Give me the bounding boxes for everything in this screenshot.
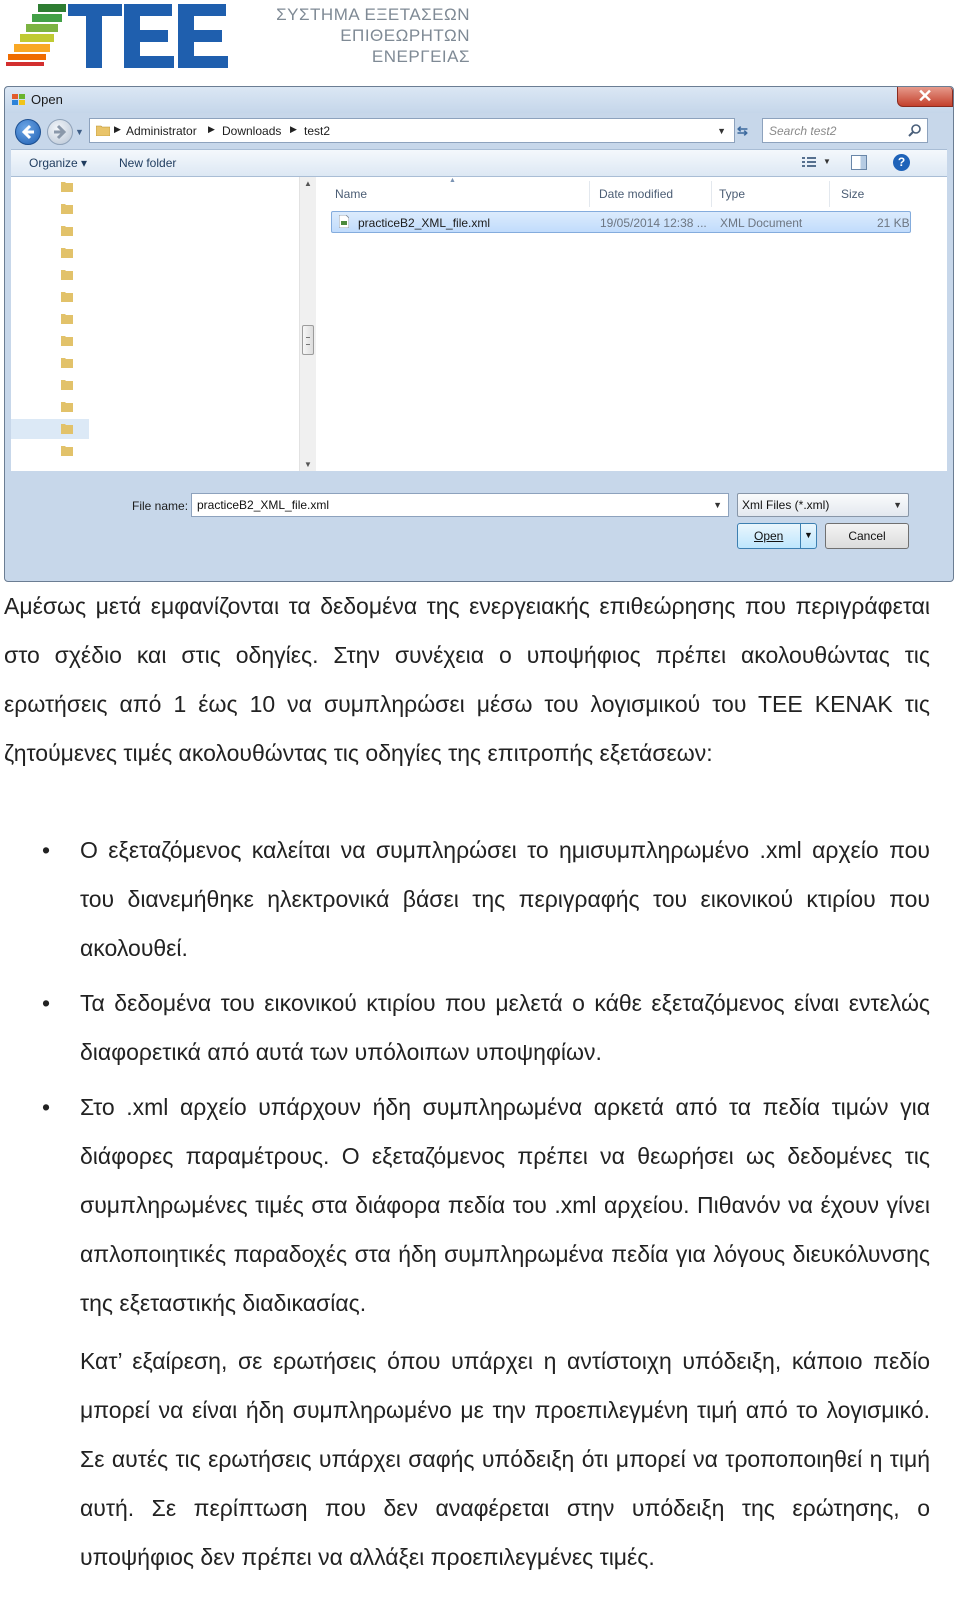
scroll-up-icon[interactable]: ▲ xyxy=(304,179,312,188)
intro-paragraph: Αμέσως μετά εμφανίζονται τα δεδομένα της ενεργειακής επιθεώρησης που περιγράφεται στο σχέδιο και στις οδηγίες. Στην συνέχεια ο υποψήφιος πρέπει ακολουθώντας τις ερωτήσεις από 1 έως 10 να συμπληρώσει μέσω του λογισμικού του ΤΕΕ ΚΕΝΑΚ τις ζητούμενες τιμές ακολουθώντας τις οδηγίες της επιτροπής εξετάσεων: xyxy=(4,593,930,766)
file-name-input[interactable] xyxy=(191,493,729,517)
back-arrow-icon[interactable] xyxy=(15,119,41,145)
view-dropdown-icon[interactable]: ▼ xyxy=(823,157,831,166)
window-icon xyxy=(12,94,25,105)
file-row[interactable] xyxy=(331,211,911,233)
sort-arrow-icon: ▲ xyxy=(449,177,456,184)
view-options-icon[interactable] xyxy=(801,155,817,170)
system-title-line: ΣΥΣΤΗΜΑ ΕΞΕΤΑΣΕΩΝ xyxy=(276,5,470,24)
folder-icon[interactable] xyxy=(61,313,73,324)
breadcrumb-separator-icon: ▶ xyxy=(290,124,297,134)
dialog-titlebar xyxy=(5,87,953,113)
help-icon[interactable]: ? xyxy=(893,154,910,171)
system-title xyxy=(270,4,470,67)
nav-selected-row[interactable] xyxy=(11,419,89,439)
list-item-text: Τα δεδομένα του εικονικού κτιρίου που μελετά ο κάθε εξεταζόμενος είναι εντελώς διαφορετικά από αυτά των υπόλοιπων υποψηφίων. xyxy=(80,990,930,1065)
preview-pane-icon[interactable] xyxy=(851,155,867,170)
file-type-value: Xml Files (*.xml) xyxy=(742,498,830,512)
file-date-cell: 19/05/2014 12:38 ... xyxy=(600,216,707,230)
folder-icon[interactable] xyxy=(61,401,73,412)
folder-icon[interactable] xyxy=(61,291,73,302)
dialog-content xyxy=(11,177,947,471)
folder-icon[interactable] xyxy=(61,335,73,346)
scroll-thumb[interactable] xyxy=(302,325,314,355)
xml-file-icon xyxy=(339,215,349,228)
breadcrumb-downloads[interactable]: Downloads xyxy=(222,124,282,138)
command-toolbar xyxy=(11,149,947,177)
bullet-icon: • xyxy=(42,990,51,1016)
folder-icon[interactable] xyxy=(61,423,73,434)
instructions-list xyxy=(0,826,930,1334)
forward-arrow-icon[interactable] xyxy=(47,119,73,145)
list-item xyxy=(0,1083,930,1328)
folder-icon[interactable] xyxy=(61,445,73,456)
search-input[interactable] xyxy=(762,118,928,143)
system-title-line: ΕΠΙΘΕΩΡΗΤΩΝ xyxy=(340,26,470,45)
list-item xyxy=(0,826,930,973)
search-placeholder: Search test2 xyxy=(769,124,837,138)
nav-scrollbar[interactable] xyxy=(299,177,316,471)
folder-icon[interactable] xyxy=(61,269,73,280)
address-dropdown-icon[interactable]: ▼ xyxy=(717,126,726,136)
recent-pages-chevron-icon[interactable]: ▼ xyxy=(75,127,84,137)
file-list xyxy=(321,177,947,471)
organize-menu[interactable]: Organize ▾ xyxy=(29,156,88,170)
open-label: Open xyxy=(754,529,784,543)
folder-icon[interactable] xyxy=(61,203,73,214)
folder-icon[interactable] xyxy=(61,225,73,236)
file-name-dropdown-icon[interactable]: ▼ xyxy=(713,500,722,510)
column-size[interactable]: Size xyxy=(841,187,865,201)
breadcrumb-separator-icon: ▶ xyxy=(114,124,121,134)
cancel-button[interactable]: Cancel xyxy=(825,523,909,549)
folder-icon[interactable] xyxy=(61,379,73,390)
open-file-dialog xyxy=(4,86,954,582)
column-date-modified[interactable]: Date modified xyxy=(599,187,674,201)
file-name-value: practiceB2_XML_file.xml xyxy=(197,498,330,512)
navigation-pane[interactable] xyxy=(11,177,301,471)
folder-icon xyxy=(96,125,110,136)
close-button[interactable]: ✕ xyxy=(897,87,953,107)
exception-note: Κατ’ εξαίρεση, σε ερωτήσεις όπου υπάρχει η αντίστοιχη υπόδειξη, κάποιο πεδίο μπορεί να είναι ήδη συμπληρωμένο με την προεπιλεγμένη τιμή από το λογισμικό. Σε αυτές τις ερωτήσεις υπάρχει σαφής υπόδειξη ότι μπορεί να τροποποιηθεί η τιμή αυτή. Σε περίπτωση που δεν αναφέρεται στην υπόδειξη της ερώτησης, ο υποψήφιος δεν πρέπει να αλλάξει προεπιλεγμένες τιμές. xyxy=(80,1348,930,1570)
open-button[interactable] xyxy=(737,523,817,549)
list-item-text: Ο εξεταζόμενος καλείται να συμπληρώσει το ημισυμπληρωμένο .xml αρχείο που του διανεμήθηκε ηλεκτρονικά βάσει της περιγραφής του εικονικού κτιρίου που ακολουθεί. xyxy=(80,837,930,961)
folder-icon[interactable] xyxy=(61,181,73,192)
dialog-title: Open xyxy=(31,92,63,107)
search-icon[interactable] xyxy=(908,123,922,137)
refresh-icon[interactable]: ⇆ xyxy=(737,123,748,138)
scroll-down-icon[interactable]: ▼ xyxy=(304,460,312,469)
open-split-dropdown[interactable] xyxy=(800,524,816,548)
system-title-line: ΕΝΕΡΓΕΙΑΣ xyxy=(371,47,470,66)
file-name-cell: practiceB2_XML_file.xml xyxy=(358,216,491,230)
bullet-icon: • xyxy=(42,1094,51,1120)
address-bar[interactable] xyxy=(89,118,735,143)
breadcrumb-administrator[interactable]: Administrator xyxy=(126,124,197,138)
dialog-footer xyxy=(5,471,953,581)
file-type-cell: XML Document xyxy=(720,216,803,230)
column-type[interactable]: Type xyxy=(719,187,746,201)
address-row xyxy=(5,113,953,147)
column-name[interactable]: Name xyxy=(335,187,368,201)
file-name-label: File name: xyxy=(132,499,189,513)
tee-logo xyxy=(6,2,236,72)
breadcrumb-test2[interactable]: test2 xyxy=(304,124,331,138)
bullet-icon: • xyxy=(42,837,51,863)
file-type-dropdown-icon[interactable]: ▼ xyxy=(893,500,902,510)
file-size-cell: 21 KB xyxy=(877,216,910,230)
folder-icon[interactable] xyxy=(61,247,73,258)
new-folder-button[interactable]: New folder xyxy=(119,156,177,170)
list-item xyxy=(0,979,930,1077)
chevron-down-icon: ▼ xyxy=(804,530,813,540)
folder-icon[interactable] xyxy=(61,357,73,368)
file-type-select[interactable] xyxy=(737,493,909,517)
breadcrumb-separator-icon: ▶ xyxy=(208,124,215,134)
list-item-text: Στο .xml αρχείο υπάρχουν ήδη συμπληρωμένα αρκετά από τα πεδία τιμών για διάφορες παραμέτρους. Ο εξεταζόμενος πρέπει να θεωρήσει ως δεδομένες τις συμπληρωμένες τιμές στα διάφορα πεδία του .xml αρχείου. Πιθανόν να έχουν γίνει απλοποιητικές παραδοχές στα ήδη συμπληρωμένα πεδία για λόγους διευκόλυνσης της εξεταστικής διαδικασίας. xyxy=(80,1094,930,1316)
